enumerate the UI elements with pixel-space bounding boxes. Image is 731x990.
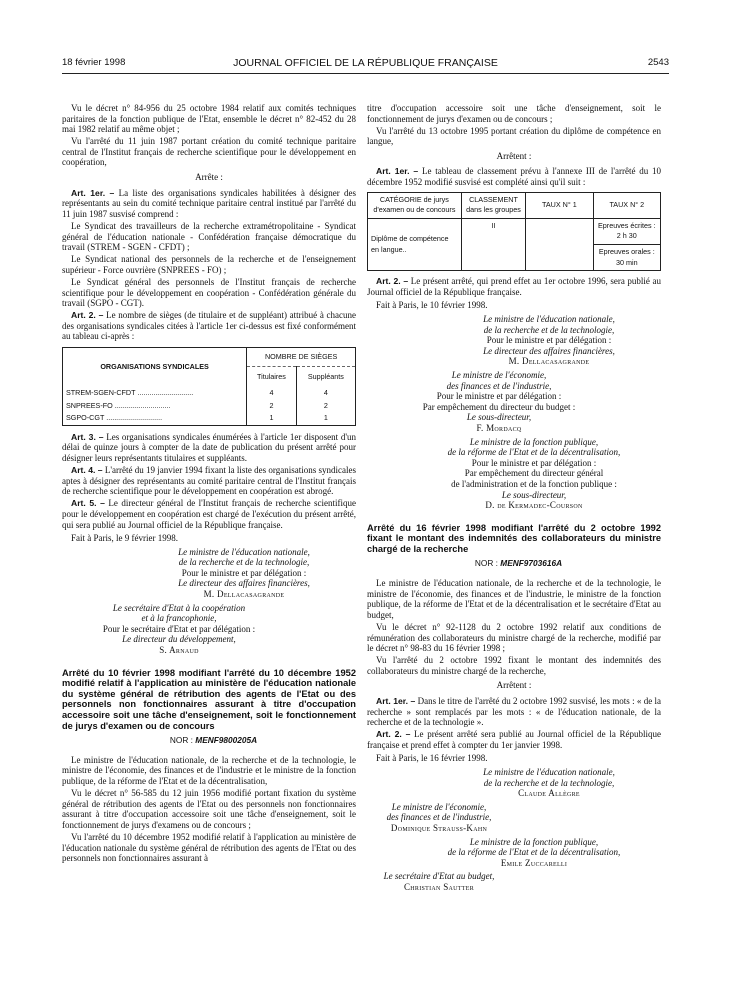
article-2 [367,276,661,297]
paragraph: Vu le décret n° 84-956 du 25 octobre 1984 relatif aux comités techniques paritaires de la fonction publique de l'Etat, ensemble le décret n° 82-452 du 28 mai 1982 relatif au même objet ; [62,103,356,135]
seats-table [62,347,356,426]
table-row [368,218,661,270]
article-label: Art. 1er. – [71,187,115,198]
signature-line: Le ministre de la fonction publique, [469,836,599,847]
col-sup: Suppléants [296,366,355,387]
table-row [63,400,356,413]
signature-line: et à la francophonie, [141,613,217,624]
article-4 [62,465,356,497]
nor-label: NOR : [169,735,193,746]
signature-line: Le ministre de l'éducation nationale, [483,314,615,324]
signature-line: de l'administration et de la fonction publique : [451,478,617,489]
signature-block [62,603,356,656]
article-label: Art. 1er. – [376,166,419,177]
cell-sup: 2 [296,400,355,413]
signature-line: Par empêchement du directeur du budget : [422,401,576,412]
cell-taux1 [526,218,593,270]
taux2-written: Epreuves écrites : 2 h 30 [594,219,660,245]
col-taux1: TAUX N° 1 [526,192,593,218]
cell-org: SGPO-CGT ............................ [63,412,247,425]
page-header [62,57,669,71]
signature-line: de la recherche et de la technologie, [483,777,615,788]
decree-title: Arrêté du 10 février 1998 modifiant l'arrêté du 10 décembre 1952 modifié relatif à l'application au ministère de l'éducation nationale du système général de rétribution des agents de l'Etat ou des personnels non fonctionnaires assurant à titre d'occupation accessoire soit une tâche d'enseignement, soit le fonctionnement de jurys d'examen ou de concours [62,667,356,731]
signature-line: Par empêchement du directeur général [464,468,604,479]
signature-block [367,802,661,834]
journal-title: JOURNAL OFFICIEL DE LA RÉPUBLIQUE FRANÇAISE [233,57,498,69]
signature-block [367,837,661,869]
signature-line: Le sous-directeur, [466,412,532,423]
arrete-heading: Arrête : [195,172,223,183]
signature-line: Le secrétaire d'Etat à la coopération [112,602,246,613]
cell-tit: 4 [247,387,296,400]
table-row [63,412,356,425]
arrete-heading: Arrêtent : [496,680,532,691]
paragraph: Le ministre de l'éducation nationale, de la recherche et de la technologie, le ministre de l'économie, des finances et de l'industrie et le ministre de la fonction publique, de la réforme de l'Etat et de la décentralisation, [62,754,356,786]
header-date: 18 février 1998 [62,57,126,68]
col-group: NOMBRE DE SIÈGES [247,347,356,366]
arrete-heading: Arrêtent : [496,150,532,161]
article-label: Art. 5. – [71,498,105,509]
paragraph: Le Syndicat national des personnels de la recherche et de l'enseignement supérieur - Force ouvrière (SNPREES - FO) ; [62,254,356,275]
article-label: Art. 1er. – [376,696,416,706]
article-text: Le directeur général de l'Institut français de recherche scientifique pour le développement en coopération est chargé de l'exécution du présent arrêté, qui sera publié au Journal officiel de la République française. [62,498,357,530]
signature-line: Pour le ministre et par délégation : [471,457,597,468]
article-text: La liste des organisations syndicales habilitées à désigner des représentants au sein du comité technique paritaire central institué par l'arrêté du 11 juin 1987 susvisé comprend : [62,187,357,219]
article-2 [367,729,661,750]
signature-line: Pour le ministre et par délégation : [181,567,307,578]
cell-category: Diplôme de compétence en langue.. [368,218,462,270]
classification-table [367,192,661,272]
fait-line: Fait à Paris, le 16 février 1998. [376,753,488,764]
paragraph: titre d'occupation accessoire soit une tâche d'enseignement, soit le fonctionnement de jurys d'examen ou de concours ; [367,103,661,124]
article-label: Art. 2. – [376,276,409,287]
article-1 [367,696,661,728]
article-text: L'arrêté du 19 janvier 1994 fixant la liste des organisations syndicales aptes à désigner des représentants au comité paritaire central de l'Institut français de recherche scientifique pour le développement en coopération est abrogé. [62,465,356,497]
col-tit: Titulaires [247,366,296,387]
signatory-name: M. Dellacasagrande [508,356,590,367]
article-label: Art. 2. – [376,729,411,740]
signature-line: Le directeur du développement, [122,634,236,645]
article-text: Le présent arrêté, qui prend effet au 1er octobre 1996, sera publié au Journal officiel de la République française. [367,276,661,297]
cell-taux2 [593,218,660,270]
signatory-name: Dominique Strauss-Kahn [390,823,488,834]
fait-line: Fait à Paris, le 10 février 1998. [376,300,488,311]
paragraph: Le ministre de l'éducation nationale, de la recherche et de la technologie, le ministre de l'économie, des finances et de l'industrie, le ministre de la fonction publique, de la réforme de l'Etat et de la décentralisation et le secrétaire d'Etat au budget, [367,578,661,620]
fait-line: Fait à Paris, le 9 février 1998. [71,533,178,544]
paragraph: Vu l'arrêté du 2 octobre 1992 fixant le montant des indemnités des collaborateurs du ministre chargé de la recherche, [367,655,661,676]
signature-block [367,437,661,511]
signature-line: Le ministre de la fonction publique, [469,436,599,447]
paragraph: Le Syndicat général des personnels de l'Institut français de recherche scientifique pour le développement en coopération - Confédération générale du travail (SGPO - CGT). [62,276,356,309]
signature-line: de la recherche et de la technologie, [178,557,310,568]
signature-line: Le ministre de l'économie, [451,369,547,380]
signatory-name: Emile Zuccarelli [500,857,568,868]
signature-block [367,871,661,892]
signature-line: des finances et de l'industrie, [386,812,492,823]
paragraph: Vu l'arrêté du 13 octobre 1995 portant création du diplôme de compétence en langue, [367,125,661,147]
signature-line: Le directeur des affaires financières, [483,345,615,356]
nor-line [367,558,661,569]
col-org: ORGANISATIONS SYNDICALES [63,347,247,387]
article-text: Le tableau de classement prévu à l'annexe III de l'arrêté du 10 décembre 1952 modifié susvisé est complété ainsi qu'il suit : [367,166,662,188]
signatory-name: Claude Allègre [518,788,580,799]
signature-line: de la réforme de l'Etat et de la décentralisation, [447,847,621,858]
left-column [62,103,356,865]
article-label: Art. 2. – [71,310,104,321]
article-text: Dans le titre de l'arrêté du 2 octobre 1992 susvisé, les mots : « de la recherche » sont remplacés par les mots : « de l'éducation nationale, de la recherche et de la technologie ». [367,696,662,728]
right-column [367,103,661,893]
signature-line: Le sous-directeur, [501,489,567,500]
article-text: Le nombre de sièges (de titulaire et de suppléant) attribué à chacune des organisations syndicales citées à l'article 1er ci-dessus est fixé conformément au tableau ci-après : [62,310,356,342]
signature-line: Le directeur des affaires financières, [178,578,310,589]
col-category: CATÉGORIE de jurys d'examen ou de concours [368,192,462,218]
nor-code: MENF9800205A [195,735,258,746]
cell-tit: 1 [247,412,296,425]
signatory-name: Christian Sautter [403,882,475,892]
signature-block [367,370,661,434]
signatory-name: F. Mordacq [476,422,522,433]
article-text: Les organisations syndicales énumérées à l'article 1er disposent d'un délai de quinze jours à compter de la date de publication du présent arrêté pour désigner leurs représentants titulaires et suppléants. [62,431,356,463]
header-rule [62,73,669,74]
col-taux2: TAUX N° 2 [593,192,660,218]
signature-line: de la recherche et de la technologie, [483,324,615,335]
signatory-name: D. de Kermadec-Courson [485,500,583,511]
page-number: 2543 [647,57,669,68]
signature-line: Pour le ministre et par délégation : [436,391,562,402]
paragraph: Vu l'arrêté du 11 juin 1987 portant création du comité technique paritaire central de l'Institut français de recherche scientifique pour le développement en coopération, [62,136,356,168]
cell-org: STREM-SGEN-CFDT ............................ [63,387,247,400]
nor-code: MENF9703616A [500,558,563,569]
article-2 [62,310,356,342]
table-row [63,387,356,400]
signature-block [367,767,661,799]
decree-title: Arrêté du 16 février 1998 modifiant l'arrêté du 2 octobre 1992 fixant le montant des indemnités des collaborateurs du ministre chargé de la recherche [367,522,661,554]
signatory-name: S. Arnaud [159,645,199,656]
cell-tit: 2 [247,400,296,413]
signature-line: Pour le secrétaire d'Etat et par délégation : [102,623,256,634]
signature-line: Le ministre de l'éducation nationale, [178,546,310,557]
paragraph: Vu le décret n° 92-1128 du 2 octobre 1992 relatif aux conditions de rémunération des collaborateurs du ministre chargé de la recherche, modifié par le décret n° 98-83 du 16 février 1998 ; [367,621,661,654]
signature-line: Le secrétaire d'Etat au budget, [383,871,495,882]
nor-line [62,735,356,746]
col-class: CLASSEMENT dans les groupes [461,192,525,218]
paragraph: Le Syndicat des travailleurs de la recherche extramétropolitaine - Syndicat général de l'éducation nationale - Confédération française démocratique du travail (STREM - SGEN - CFDT) ; [62,220,356,253]
article-label: Art. 3. – [71,431,104,442]
taux2-oral: Epreuves orales : 30 min [598,247,655,267]
signatory-name: M. Dellacasagrande [203,589,285,600]
cell-sup: 4 [296,387,355,400]
signature-line: Le ministre de l'éducation nationale, [483,767,615,778]
signature-block [367,314,661,367]
signature-line: de la réforme de l'Etat et de la décentralisation, [447,447,621,458]
signature-line: des finances et de l'industrie, [446,380,552,391]
cell-sup: 1 [296,412,355,425]
article-1 [367,166,661,187]
article-5 [62,498,356,530]
article-text: Le présent arrêté sera publié au Journal officiel de la République française et prend effet à compter du 1er janvier 1998. [367,729,661,750]
cell-org: SNPREES-FO ............................ [63,400,247,413]
article-1 [62,188,356,220]
paragraph: Vu l'arrêté du 10 décembre 1952 modifié relatif à l'application au ministère de l'éducation nationale du système général de rétribution des agents de l'Etat ou des personnels non fonctionnaires assurant à [62,831,356,864]
article-label: Art. 4. – [71,465,103,476]
article-3 [62,432,356,464]
paragraph: Vu le décret n° 56-585 du 12 juin 1956 modifié portant fixation du système général de rétribution des agents de l'Etat ou des personnels non fonctionnaires assurant à titre d'occupation accessoire soit une tâche d'enseignement, soit le fonctionnement de jurys d'examens ou de concours ; [62,788,356,830]
cell-class: II [461,218,525,270]
nor-label: NOR : [474,558,498,569]
signature-block [62,547,356,600]
signature-line: Pour le ministre et par délégation : [486,335,612,346]
signature-line: Le ministre de l'économie, [391,801,487,812]
